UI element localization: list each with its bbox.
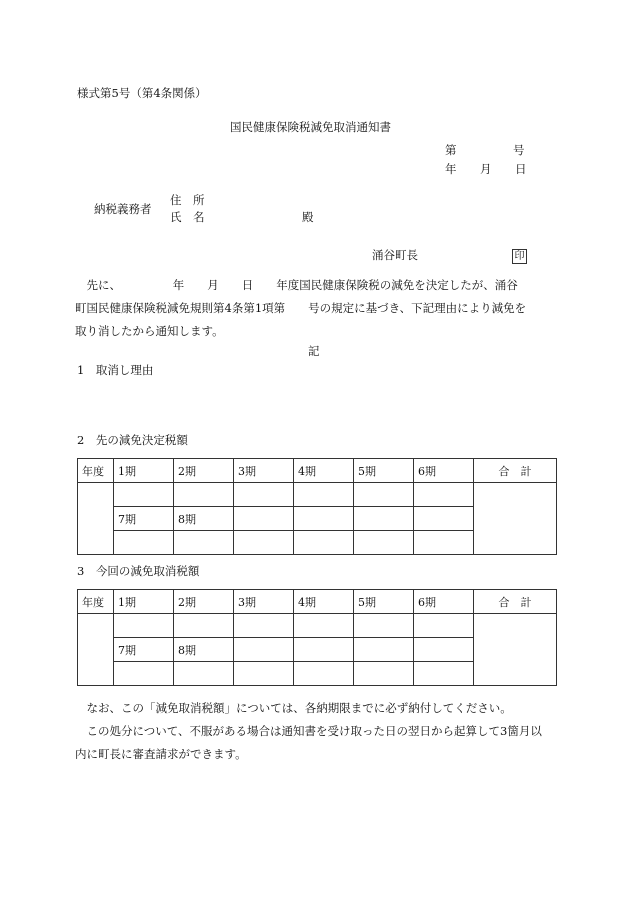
issuer-name: 涌谷町長 <box>372 248 418 262</box>
amount-cell <box>354 638 414 662</box>
amount-cell <box>114 483 174 507</box>
amount-cell <box>354 662 414 686</box>
header-period: 1期 <box>114 459 174 483</box>
header-total: 合 計 <box>474 590 557 614</box>
notes-paragraph <box>75 697 555 766</box>
header-period: 2期 <box>174 590 234 614</box>
body-line: 先に、 年 月 日 年度国民健康保険税の減免を決定したが、涌谷 <box>86 278 518 292</box>
header-period: 4期 <box>294 590 354 614</box>
header-period: 5期 <box>354 459 414 483</box>
total-cell <box>474 483 557 555</box>
amount-cell <box>174 614 234 638</box>
table-header-row <box>78 590 557 614</box>
seal-mark: 印 <box>512 249 527 264</box>
previous-tax-table <box>77 458 557 555</box>
body-paragraph <box>75 274 555 343</box>
amount-cell <box>234 507 294 531</box>
header-period: 3期 <box>234 459 294 483</box>
year-cell <box>78 483 114 555</box>
amount-cell <box>234 614 294 638</box>
amount-cell <box>294 638 354 662</box>
header-year: 年度 <box>78 459 114 483</box>
body-line: 取り消したから通知します。 <box>75 324 224 338</box>
doc-number-prefix: 第 <box>445 143 457 157</box>
table-row <box>78 614 557 638</box>
amount-cell <box>354 483 414 507</box>
honorific: 殿 <box>302 210 314 224</box>
header-period: 8期 <box>174 507 234 531</box>
amount-cell <box>354 614 414 638</box>
table-row <box>78 483 557 507</box>
amount-cell <box>294 614 354 638</box>
form-label: 様式第5号（第4条関係） <box>77 86 207 100</box>
amount-cell <box>414 614 474 638</box>
doc-number-suffix: 号 <box>513 143 525 157</box>
address-label: 住 所 <box>170 193 205 207</box>
header-year: 年度 <box>78 590 114 614</box>
note-line: この処分について、不服がある場合は通知書を受け取った日の翌日から起算して3箇月以 <box>86 724 542 738</box>
note-line: 内に町長に審査請求ができます。 <box>75 747 247 761</box>
table-header-row <box>78 459 557 483</box>
amount-cell <box>414 638 474 662</box>
section-reason: 1 取消し理由 <box>77 363 154 377</box>
amount-cell <box>354 507 414 531</box>
amount-cell <box>414 662 474 686</box>
header-period: 8期 <box>174 638 234 662</box>
ki-heading: 記 <box>308 344 320 358</box>
header-period: 2期 <box>174 459 234 483</box>
amount-cell <box>414 531 474 555</box>
amount-cell <box>234 638 294 662</box>
document-title: 国民健康保険税減免取消通知書 <box>230 120 391 134</box>
header-period: 3期 <box>234 590 294 614</box>
amount-cell <box>114 662 174 686</box>
note-line: なお、この「減免取消税額」については、各納期限までに必ず納付してください。 <box>86 701 512 715</box>
cancelled-tax-table <box>77 589 557 686</box>
doc-date-month: 月 <box>480 162 492 176</box>
amount-cell <box>234 531 294 555</box>
section-cancelled: 3 今回の減免取消税額 <box>77 564 200 578</box>
amount-cell <box>174 531 234 555</box>
name-label: 氏 名 <box>170 210 205 224</box>
header-period: 4期 <box>294 459 354 483</box>
body-line: 町国民健康保険税減免規則第4条第1項第 号の規定に基づき、下記理由により減免を <box>75 301 527 315</box>
amount-cell <box>294 507 354 531</box>
amount-cell <box>174 662 234 686</box>
header-period: 6期 <box>414 590 474 614</box>
header-period: 1期 <box>114 590 174 614</box>
amount-cell <box>174 483 234 507</box>
doc-date-year: 年 <box>445 162 457 176</box>
amount-cell <box>114 531 174 555</box>
amount-cell <box>414 483 474 507</box>
header-period: 6期 <box>414 459 474 483</box>
amount-cell <box>294 531 354 555</box>
header-period: 7期 <box>114 507 174 531</box>
amount-cell <box>414 507 474 531</box>
header-period: 5期 <box>354 590 414 614</box>
amount-cell <box>294 483 354 507</box>
header-period: 7期 <box>114 638 174 662</box>
amount-cell <box>354 531 414 555</box>
section-previous: 2 先の減免決定税額 <box>77 433 188 447</box>
amount-cell <box>294 662 354 686</box>
taxpayer-label: 納税義務者 <box>94 202 152 216</box>
amount-cell <box>234 483 294 507</box>
header-total: 合 計 <box>474 459 557 483</box>
total-cell <box>474 614 557 686</box>
year-cell <box>78 614 114 686</box>
amount-cell <box>234 662 294 686</box>
doc-date-day: 日 <box>515 162 527 176</box>
amount-cell <box>114 614 174 638</box>
